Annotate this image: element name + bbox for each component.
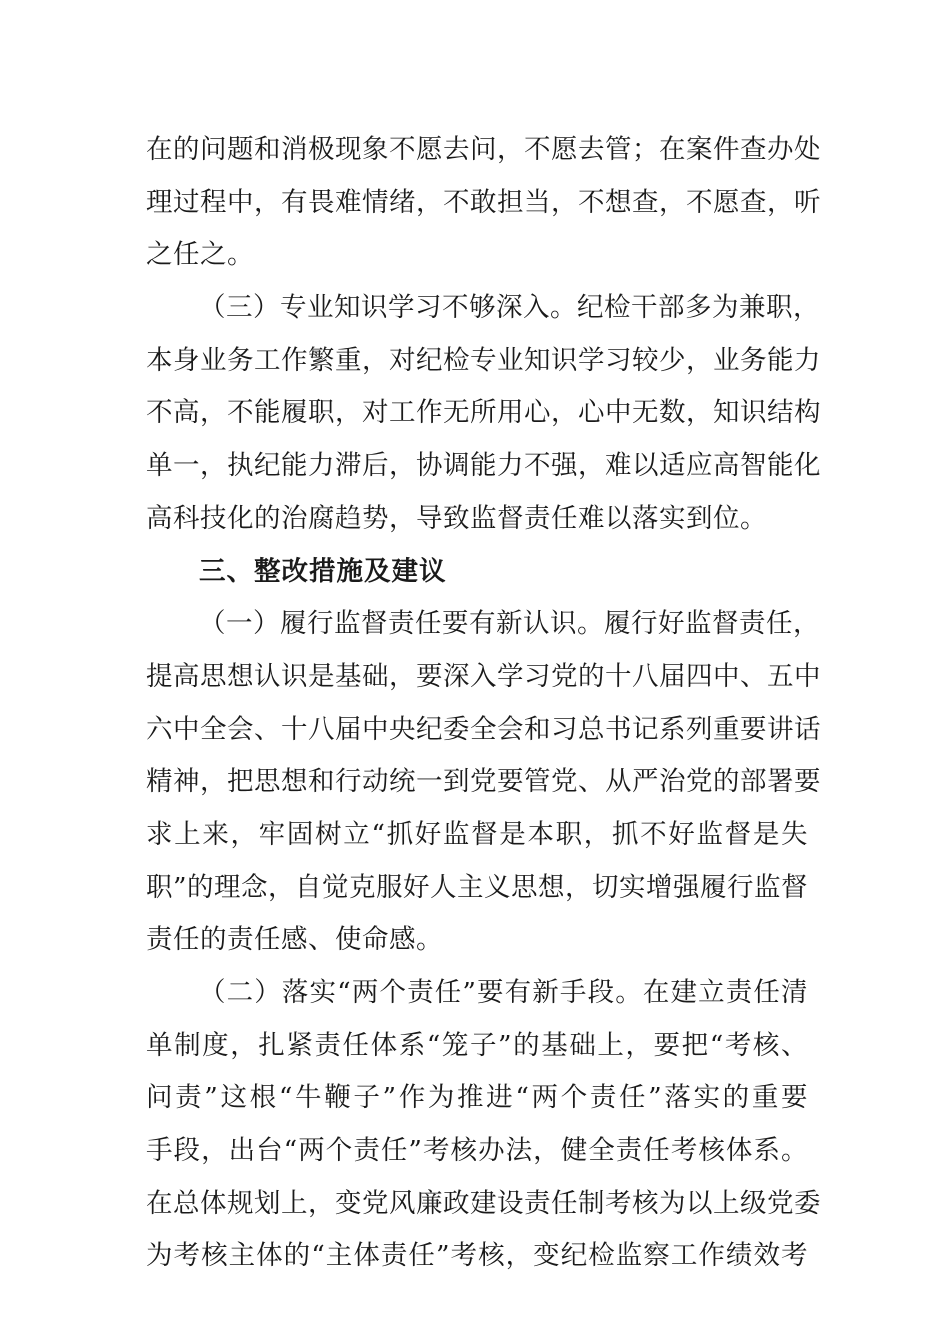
text-line: （二）落实“两个责任”要有新手段。在建立责任清 (199, 977, 808, 1008)
text-line: （一）履行监督责任要有新认识。履行好监督责任， (199, 608, 820, 640)
text-line: 手段，出台“两个责任”考核办法，健全责任考核体系。 (146, 1135, 808, 1167)
text-line: 理过程中，有畏难情绪，不敢担当，不想查，不愿查，听 (146, 186, 821, 218)
text-line: （三）专业知识学习不够深入。纪检干部多为兼职， (199, 292, 820, 324)
text-line: 在总体规划上，变党风廉政建设责任制考核为以上级党委 (146, 1187, 821, 1219)
text-line: 在的问题和消极现象不愿去问，不愿去管；在案件查办处 (146, 134, 821, 165)
section-heading: 三、整改措施及建议 (199, 555, 447, 587)
text-line: 问责”这根“牛鞭子”作为推进“两个责任”落实的重要 (146, 1082, 808, 1114)
text-line: 提高思想认识是基础，要深入学习党的十八届四中、五中 (146, 660, 821, 692)
text-line: 本身业务工作繁重，对纪检专业知识学习较少，业务能力 (146, 344, 821, 376)
text-line: 单一，执纪能力滞后，协调能力不强，难以适应高智能化 (146, 450, 821, 482)
text-line: 单制度，扎紧责任体系“笼子”的基础上，要把“考核、 (146, 1029, 808, 1061)
text-line: 不高，不能履职，对工作无所用心，心中无数，知识结构 (146, 397, 821, 429)
text-line: 高科技化的治腐趋势，导致监督责任难以落实到位。 (146, 502, 767, 534)
text-line: 职”的理念，自觉克服好人主义思想，切实增强履行监督 (146, 871, 809, 903)
text-line: 责任的责任感、使命感。 (146, 924, 443, 956)
text-line: 精神，把思想和行动统一到党要管党、从严治党的部署要 (146, 766, 821, 798)
text-line: 之任之。 (146, 239, 254, 271)
document-body (146, 124, 821, 1283)
text-line: 为考核主体的“主体责任”考核，变纪检监察工作绩效考 (146, 1240, 808, 1272)
text-line: 求上来，牢固树立“抓好监督是本职，抓不好监督是失 (146, 818, 808, 850)
text-line: 六中全会、十八届中央纪委全会和习总书记系列重要讲话 (146, 713, 821, 745)
